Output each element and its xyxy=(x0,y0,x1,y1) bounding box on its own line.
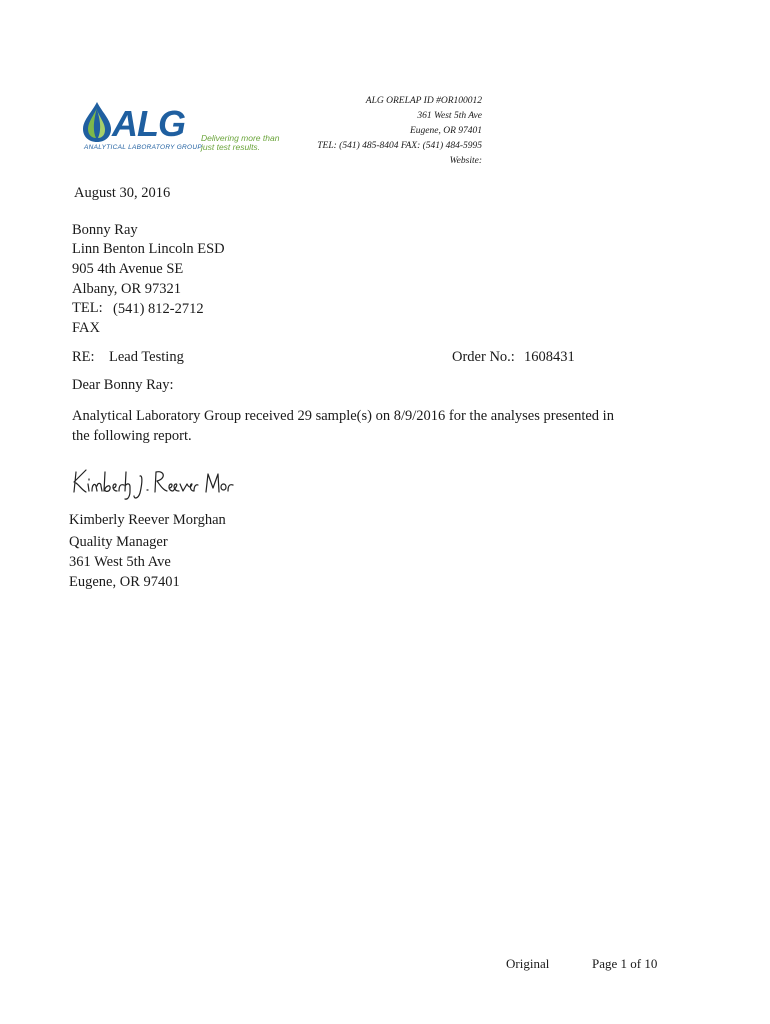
re-label: RE: xyxy=(72,349,95,365)
order-number: 1608431 xyxy=(524,349,575,365)
logo-tagline-line1: Delivering more than xyxy=(201,133,280,143)
recipient-name: Bonny Ray xyxy=(72,222,138,238)
recipient-city: Albany, OR 97321 xyxy=(72,281,182,297)
signer-name: Kimberly Reever Morghan xyxy=(69,512,226,528)
recipient-street: 905 4th Avenue SE xyxy=(72,261,184,277)
lab-id: ALG ORELAP ID #OR100012 xyxy=(365,96,482,106)
company-logo xyxy=(80,100,280,158)
lab-street: 361 West 5th Ave xyxy=(417,111,482,121)
footer-status: Original xyxy=(506,956,550,971)
recipient-tel: (541) 812-2712 xyxy=(113,301,204,317)
recipient-org: Linn Benton Lincoln ESD xyxy=(72,241,225,257)
body-line-1: Analytical Laboratory Group received 29 sample(s) on 8/9/2016 for the analyses presented in xyxy=(72,408,614,424)
footer-page-number: Page 1 of 10 xyxy=(592,956,658,971)
recipient-tel-label: TEL: xyxy=(72,300,103,316)
salutation: Dear Bonny Ray: xyxy=(72,377,174,393)
signer-city: Eugene, OR 97401 xyxy=(69,574,180,590)
re-value: Lead Testing xyxy=(109,349,184,365)
logo-subtitle: ANALYTICAL LABORATORY GROUP xyxy=(84,144,203,151)
signer-title: Quality Manager xyxy=(69,534,168,550)
lab-city: Eugene, OR 97401 xyxy=(409,126,482,136)
leaf-drop-icon xyxy=(80,100,114,144)
recipient-fax-label: FAX xyxy=(72,320,100,336)
lab-website-label: Website: xyxy=(449,156,482,166)
logo-tagline-line2: just test results. xyxy=(201,142,261,152)
lab-contact-block xyxy=(317,94,482,169)
logo-tagline xyxy=(201,134,279,152)
logo-wordmark: ALG xyxy=(112,103,185,144)
lab-phone: TEL: (541) 485-8404 FAX: (541) 484-5995 xyxy=(317,141,482,151)
order-label: Order No.: xyxy=(452,349,515,365)
letter-date: August 30, 2016 xyxy=(74,185,171,201)
body-line-2: the following report. xyxy=(72,428,192,444)
signer-street: 361 West 5th Ave xyxy=(69,554,171,570)
handwritten-signature xyxy=(70,466,235,507)
